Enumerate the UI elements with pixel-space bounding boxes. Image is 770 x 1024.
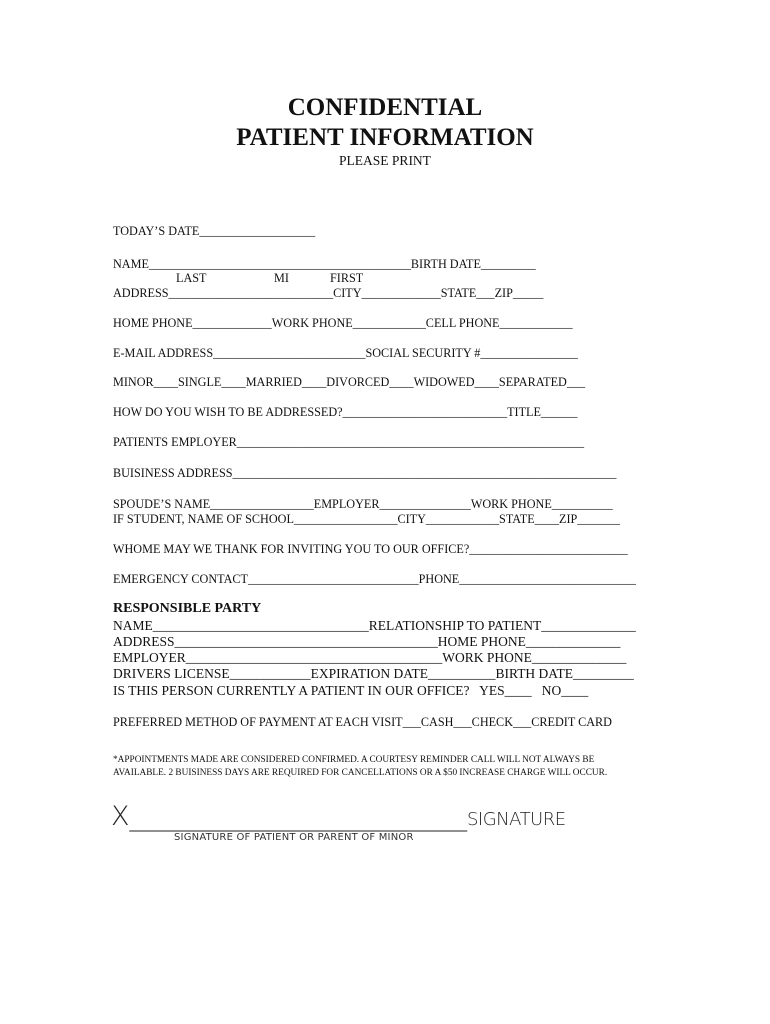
signature-line[interactable] [111, 801, 566, 832]
payment-method-field[interactable]: PREFERRED METHOD OF PAYMENT AT EACH VISIT___CASH___CHECK___CREDIT CARD [113, 715, 612, 729]
marital-status-field[interactable]: MINOR____SINGLE____MARRIED____DIVORCED____WIDOWED____SEPARATED___ [113, 375, 586, 389]
business-address-field[interactable]: BUISINESS ADDRESS_______________________________________________________________ [113, 466, 617, 480]
patient-employer-field[interactable]: PATIENTS EMPLOYER_________________________________________________________ [113, 435, 585, 449]
name-last-label: LAST [176, 271, 207, 285]
emergency-contact-field[interactable]: EMERGENCY CONTACT____________________________PHONE_____________________________ [113, 572, 636, 586]
todays-date-field[interactable]: TODAY’S DATE___________________ [113, 224, 316, 238]
address-field[interactable]: ADDRESS___________________________CITY_____________STATE___ZIP_____ [113, 286, 544, 300]
signature-mark[interactable]: X_________________________ [111, 801, 467, 832]
spouse-field[interactable]: SPOUDE’S NAME_________________EMPLOYER_______________WORK PHONE__________ [113, 497, 613, 511]
referral-field[interactable]: WHOME MAY WE THANK FOR INVITING YOU TO OUR OFFICE?__________________________ [113, 542, 628, 556]
rp-current-patient-field[interactable]: IS THIS PERSON CURRENTLY A PATIENT IN OUR OFFICE? YES____ NO____ [113, 683, 589, 698]
form-title-line-2: PATIENT INFORMATION [236, 124, 534, 151]
email-ssn-field[interactable]: E-MAIL ADDRESS_________________________SOCIAL SECURITY #________________ [113, 346, 578, 360]
rp-license-field[interactable]: DRIVERS LICENSE____________EXPIRATION DATE__________BIRTH DATE_________ [113, 666, 634, 681]
appointment-notice-line-2: AVAILABLE. 2 BUISINESS DAYS ARE REQUIRED FOR CANCELLATIONS OR A $50 INCREASE CHARGE WILL OCCUR. [113, 768, 608, 778]
responsible-party-heading: RESPONSIBLE PARTY [113, 601, 262, 616]
rp-address-field[interactable]: ADDRESS_______________________________________HOME PHONE______________ [113, 634, 621, 649]
student-school-field[interactable]: IF STUDENT, NAME OF SCHOOL_________________CITY____________STATE____ZIP_______ [113, 512, 620, 526]
signature-caption: SIGNATURE OF PATIENT OR PARENT OF MINOR [174, 832, 414, 843]
addressed-title-field[interactable]: HOW DO YOU WISH TO BE ADDRESSED?___________________________TITLE______ [113, 405, 578, 419]
form-title-line-1: CONFIDENTIAL [287, 94, 483, 121]
rp-employer-field[interactable]: EMPLOYER______________________________________WORK PHONE______________ [113, 650, 627, 665]
name-mi-label: MI [274, 271, 289, 285]
name-first-label: FIRST [330, 271, 364, 285]
appointment-notice-line-1: *APPOINTMENTS MADE ARE CONSIDERED CONFIRMED. A COURTESY REMINDER CALL WILL NOT ALWAYS BE [113, 755, 595, 765]
signature-label: SIGNATURE [467, 809, 566, 830]
rp-name-field[interactable]: NAME________________________________RELATIONSHIP TO PATIENT______________ [113, 618, 636, 633]
name-field[interactable]: NAME___________________________________________BIRTH DATE_________ [113, 257, 536, 271]
phones-field[interactable]: HOME PHONE_____________WORK PHONE____________CELL PHONE____________ [113, 316, 573, 330]
form-subtitle: PLEASE PRINT [339, 153, 431, 168]
